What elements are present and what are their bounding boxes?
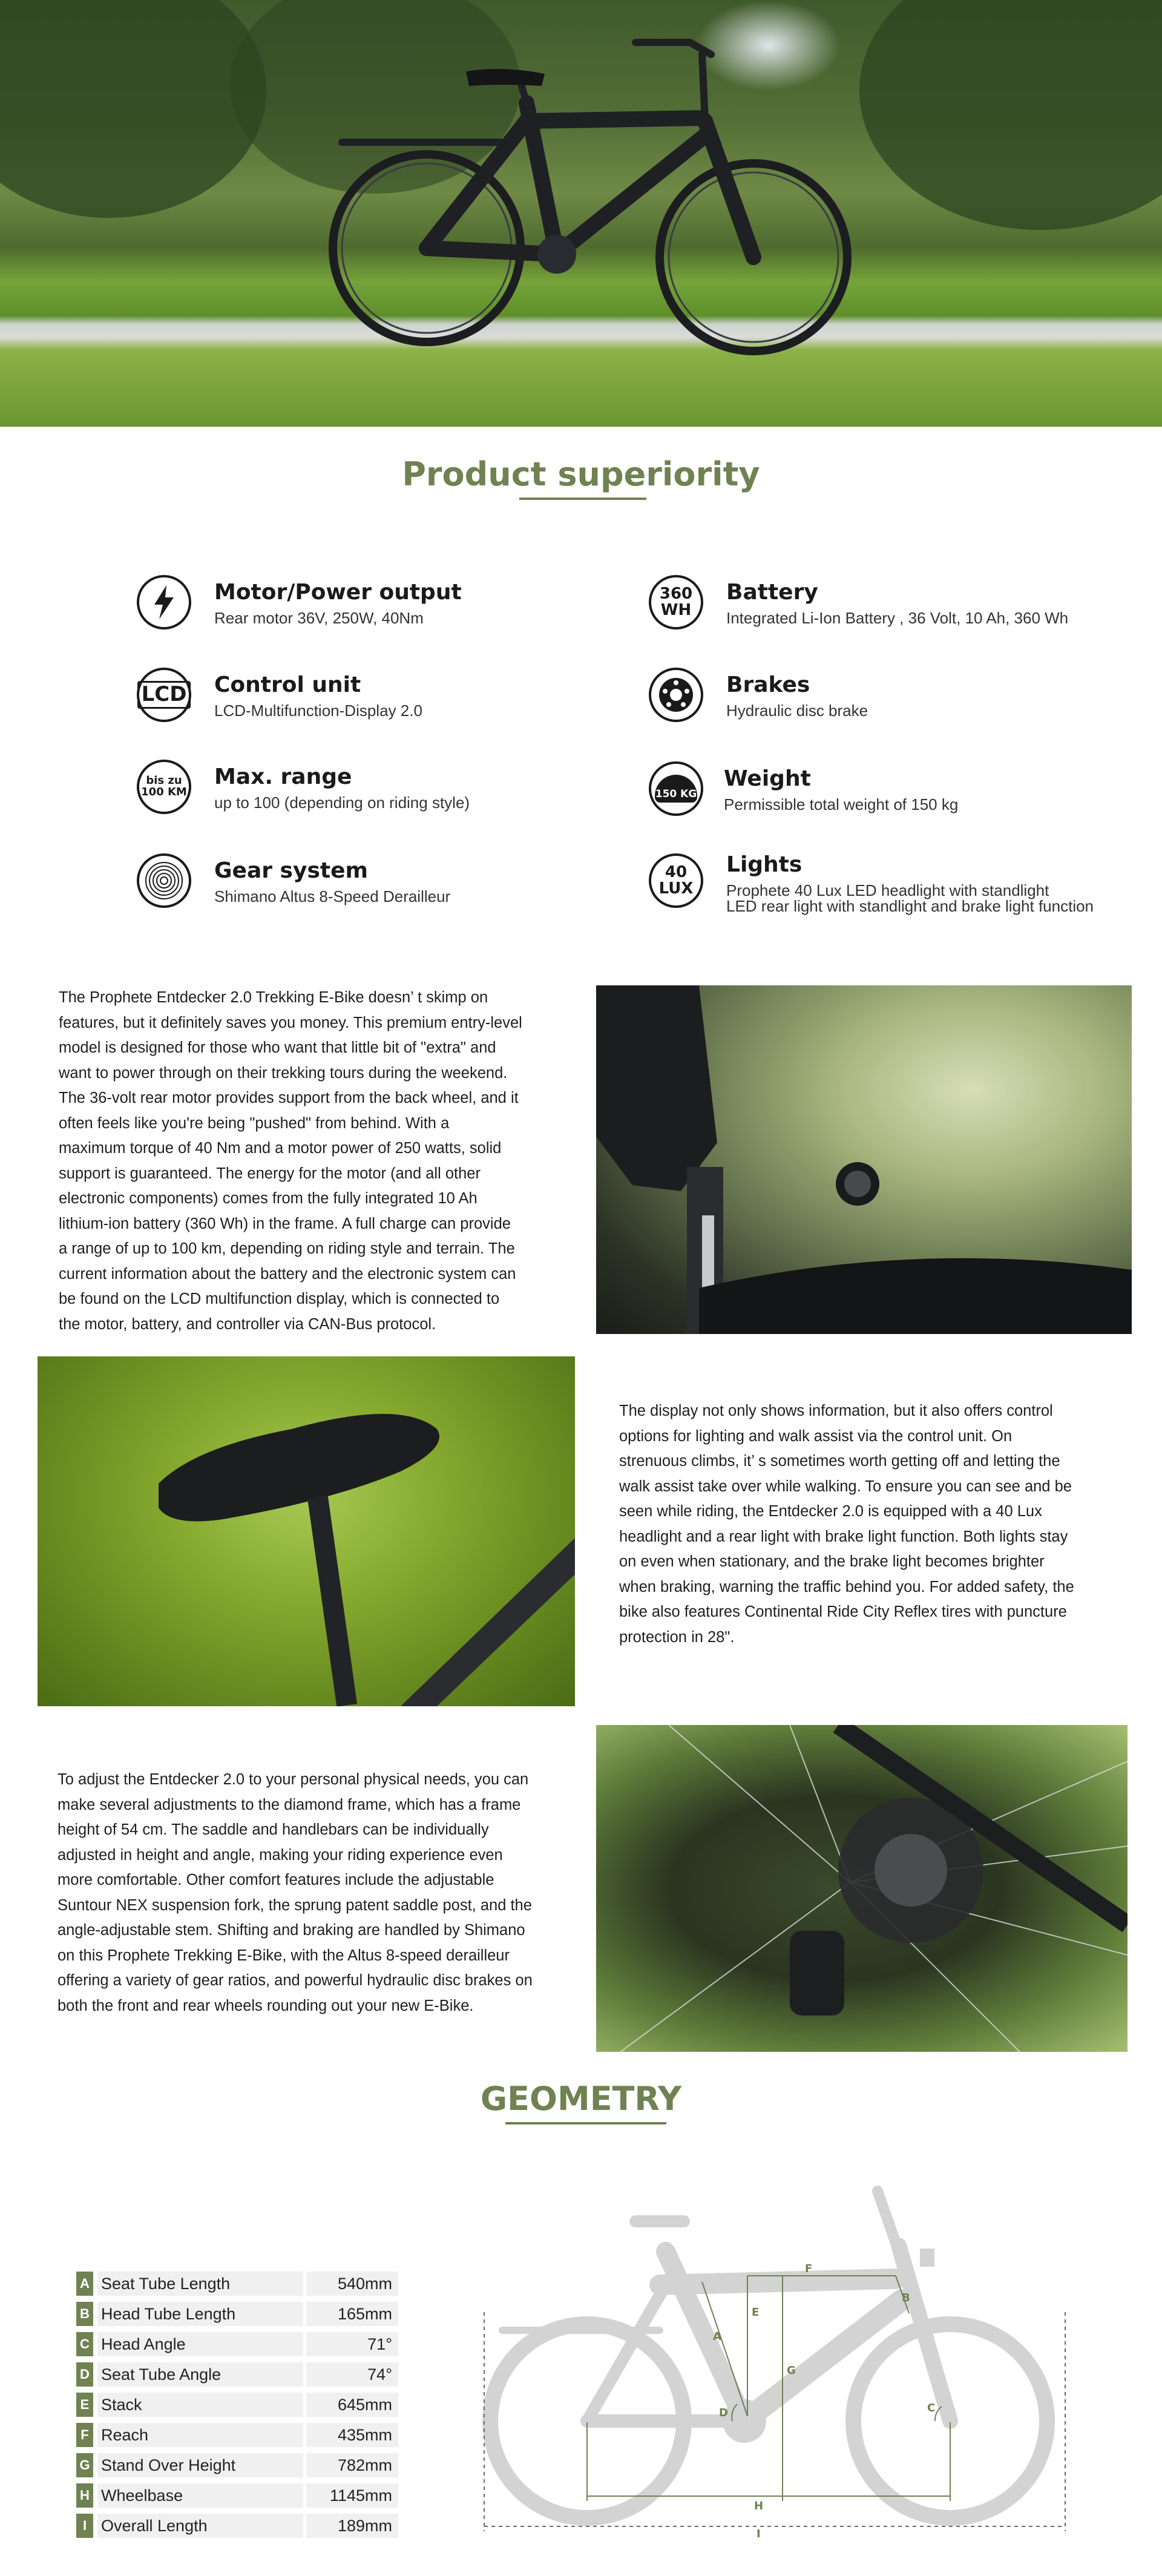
diagram-label-b: B [902,2292,910,2304]
diagram-label-f: F [805,2262,813,2275]
feature-title: Control unit [214,672,361,697]
feature-desc: Hydraulic disc brake [726,702,868,720]
lux-40-icon: 40 LUX [649,853,703,908]
table-row: H Wheelbase 1145mm [76,2480,391,2510]
feature-desc: Prophete 40 Lux LED headlight with standlight LED rear light with standlight and brake light function [726,881,1094,915]
table-row: F Reach 435mm [76,2419,391,2450]
table-row: I Overall Length 189mm [76,2510,391,2540]
fork-headlight-photo [596,985,1132,1334]
lcd-icon: LCD [137,668,191,722]
diagram-label-h: H [754,2500,764,2512]
description-paragraph-3: To adjust the Entdecker 2.0 to your personal physical needs, you can make several adjustments to the diamond frame, which has a frame height of 54 cm. The saddle and handlebars can be individually adjusted in height and angle, making your riding experience even more comfortable. Other comfort features include the adjustable Suntour NEX suspension fork, the sprung patent saddle post, and the angle-adjustable stem. Shifting and braking are handled by Shimano on this Prophete Trekking E-Bike, with the Altus 8-speed derailleur offering a variety of gear ratios, and powerful hydraulic disc brakes on both the front and rear wheels rounding out your new E-Bike. [57,1771,533,2014]
table-row: C Head Angle 71° [76,2328,391,2359]
geometry-table [76,2268,403,2546]
feature-lights [649,853,1133,920]
feature-desc: up to 100 (depending on riding style) [214,794,470,812]
description-paragraph-2: The display not only shows information, but it also offers control options for lighting and walk assist via the control unit. On strenuous climbs, it’ s sometimes worth getting off and letting the walk assist take over while walking. To ensure you can see and be seen while riding, the Entdecker 2.0 is equipped with a 40 Lux headlight and a rear light with brake light function. Both lights stay on even when stationary, and the brake light becomes brighter when braking, warning the traffic behind you. For added safety, the bike also features Continental Ride City Reflex tires with puncture protection in 28". [619,1402,1074,1646]
feature-desc: Shimano Altus 8-Speed Derailleur [214,887,451,905]
diagram-label-g: G [787,2364,796,2377]
description-paragraph-1: The Prophete Entdecker 2.0 Trekking E-Bike doesn’ t skimp on features, but it definitely saves you money. This premium entry-level model is designed for those who want that little bit of "extra" and want to power through on their trekking tours during the weekend. The 36-volt rear motor provides support from the back wheel, and it often feels like you're being "pushed" from behind. With a maximum torque of 40 Nm and a motor power of 250 watts, solid support is guaranteed. The energy for the motor (and all other electronic components) comes from the fully integrated 10 Ah lithium-ion battery (360 Wh) in the frame. A full charge can provide a range of up to 100 km, depending on riding style and terrain. The current information about the battery and the electronic system can be found on the LCD multifunction display, which is connected to the motor, battery, and controller via CAN-Bus protocol. [59,989,522,1333]
feature-title: Brakes [726,672,810,697]
gear-rings-icon [137,853,191,908]
diagram-label-a: A [713,2330,721,2343]
derailleur-photo [596,1725,1128,2052]
battery-360wh-icon: 360 WH [649,575,703,629]
diagram-label-c: C [927,2402,936,2414]
table-row: G Stand Over Height 782mm [76,2450,391,2480]
title-underline [505,2122,666,2124]
feature-title: Weight [724,766,811,791]
saddle-photo [38,1356,575,1706]
feature-title: Battery [726,580,818,605]
geometry-diagram [478,2155,1083,2542]
feature-title: Motor/Power output [214,580,462,605]
feature-desc: LCD-Multifunction-Display 2.0 [214,702,422,720]
geometry-title: GEOMETRY [480,2080,682,2118]
feature-title: Gear system [214,858,369,883]
hero-bike-photo [0,0,1162,427]
feature-desc: Rear motor 36V, 250W, 40Nm [214,609,424,627]
lightning-icon [137,575,191,629]
diagram-label-e: E [752,2306,760,2319]
feature-desc: Integrated Li-Ion Battery , 36 Volt, 10 Ah, 360 Wh [726,609,1069,627]
weight-150kg-icon: 150 KG [649,761,703,816]
feature-control-unit [137,668,621,734]
diagram-label-d: D [719,2407,728,2419]
table-row: D Seat Tube Angle 74° [76,2359,391,2389]
feature-title: Max. range [214,764,352,789]
feature-battery [649,575,1133,642]
brake-disc-icon [649,668,703,722]
feature-brakes [649,668,1133,734]
title-underline [519,498,646,500]
diagram-label-i: I [757,2528,761,2540]
feature-gear-system [137,853,621,920]
table-row: E Stack 645mm [76,2389,391,2419]
table-row: A Seat Tube Length 540mm [76,2268,391,2298]
range-100km-icon: bis zu 100 KM [137,760,191,814]
feature-range [137,760,621,826]
feature-motor [137,575,621,642]
feature-weight [649,761,1133,828]
bike-silhouette [0,0,1162,427]
feature-title: Lights [726,852,803,877]
table-row: B Head Tube Length 165mm [76,2298,391,2328]
feature-desc: Permissible total weight of 150 kg [724,795,959,813]
superiority-title: Product superiority [402,455,760,493]
